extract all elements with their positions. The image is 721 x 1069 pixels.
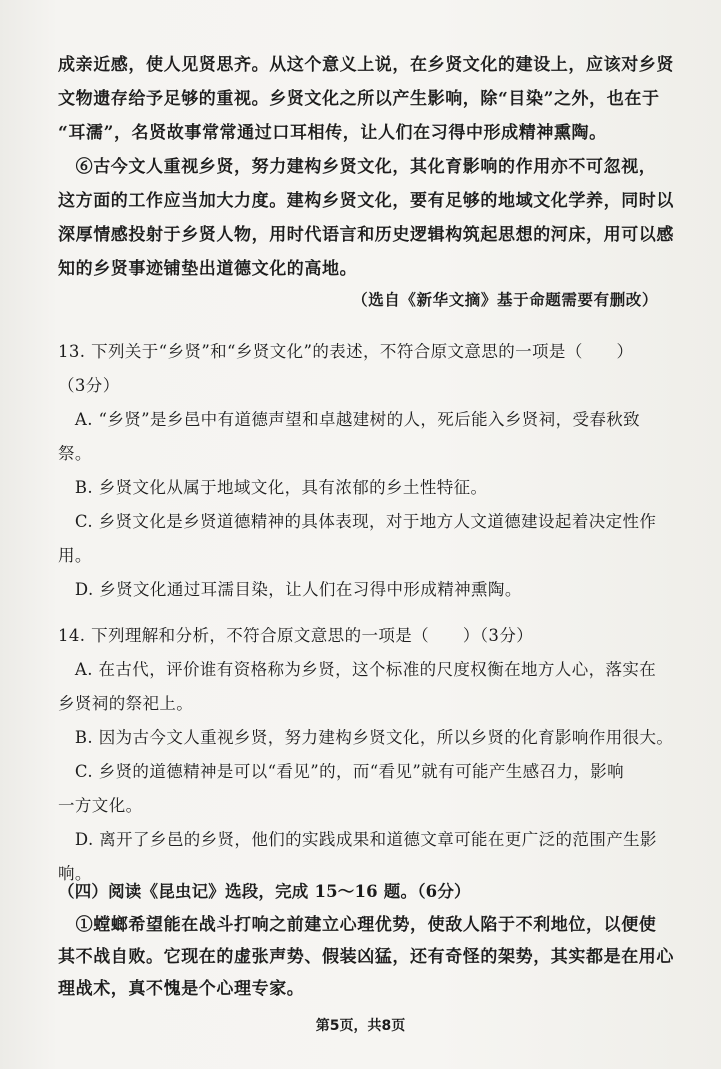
option-a-cont: 乡贤祠的祭祀上。	[58, 694, 194, 713]
passage-line: ①螳螂希望能在战斗打响之前建立心理优势，使敌人陷于不利地位，以便使	[58, 915, 657, 935]
option-d-cont: 响。	[58, 864, 92, 883]
option-b: B. 因为古今文人重视乡贤，努力建构乡贤文化，所以乡贤的化育影响作用很大。	[58, 728, 674, 747]
passage-line: 深厚情感投射于乡贤人物，用时代语言和历史逻辑构筑起思想的河床，用可以感	[58, 225, 674, 245]
passage-line: 这方面的工作应当加大力度。建构乡贤文化，要有足够的地域文化学养，同时以	[58, 191, 674, 211]
question-13-stem: 13. 下列关于“乡贤”和“乡贤文化”的表述，不符合原文意思的一项是（ ）	[58, 342, 634, 361]
option-c-cont: 一方文化。	[58, 796, 143, 815]
passage-source: （选自《新华文摘》基于命题需要有删改）	[352, 290, 658, 309]
option-d: D. 离开了乡邑的乡贤，他们的实践成果和道德文章可能在更广泛的范围产生影	[58, 830, 657, 849]
passage-line: 知的乡贤事迹铺垫出道德文化的高地。	[58, 259, 358, 279]
passage-line: 文物遗存给予足够的重视。乡贤文化之所以产生影响，除“目染”之外，也在于	[58, 89, 660, 109]
option-c: C. 乡贤的道德精神是可以“看见”的，而“看见”就有可能产生感召力，影响	[58, 762, 625, 781]
passage-line: 成亲近感，使人见贤思齐。从这个意义上说，在乡贤文化的建设上，应该对乡贤	[58, 55, 674, 75]
option-a: A. “乡贤”是乡邑中有道德声望和卓越建树的人，死后能入乡贤祠，受春秋致	[58, 410, 641, 429]
option-b: B. 乡贤文化从属于地域文化，具有浓郁的乡土性特征。	[58, 478, 488, 497]
passage-line: 理战术，真不愧是个心理专家。	[58, 979, 305, 999]
question-13-score: （3分）	[58, 376, 120, 395]
option-d: D. 乡贤文化通过耳濡目染，让人们在习得中形成精神熏陶。	[58, 580, 522, 599]
option-a: A. 在古代，评价谁有资格称为乡贤，这个标准的尺度权衡在地方人心，落实在	[58, 660, 657, 679]
passage-line: “耳濡”，名贤故事常常通过口耳相传，让人们在习得中形成精神熏陶。	[58, 123, 607, 143]
option-c: C. 乡贤文化是乡贤道德精神的具体表现，对于地方人文道德建设起着决定性作	[58, 512, 657, 531]
passage-line: ⑥古今文人重视乡贤，努力建构乡贤文化，其化育影响的作用亦不可忽视，	[58, 157, 657, 177]
page-number: 第5页，共8页	[315, 1018, 406, 1034]
passage-line: 其不战自败。它现在的虚张声势、假装凶猛，还有奇怪的架势，其实都是在用心	[58, 947, 674, 967]
section-heading: （四）阅读《昆虫记》选段，完成 15～16 题。（6分）	[58, 882, 471, 901]
option-c-cont: 用。	[58, 546, 92, 565]
question-14-stem: 14. 下列理解和分析，不符合原文意思的一项是（ ）（3分）	[58, 626, 534, 645]
option-a-cont: 祭。	[58, 444, 92, 463]
